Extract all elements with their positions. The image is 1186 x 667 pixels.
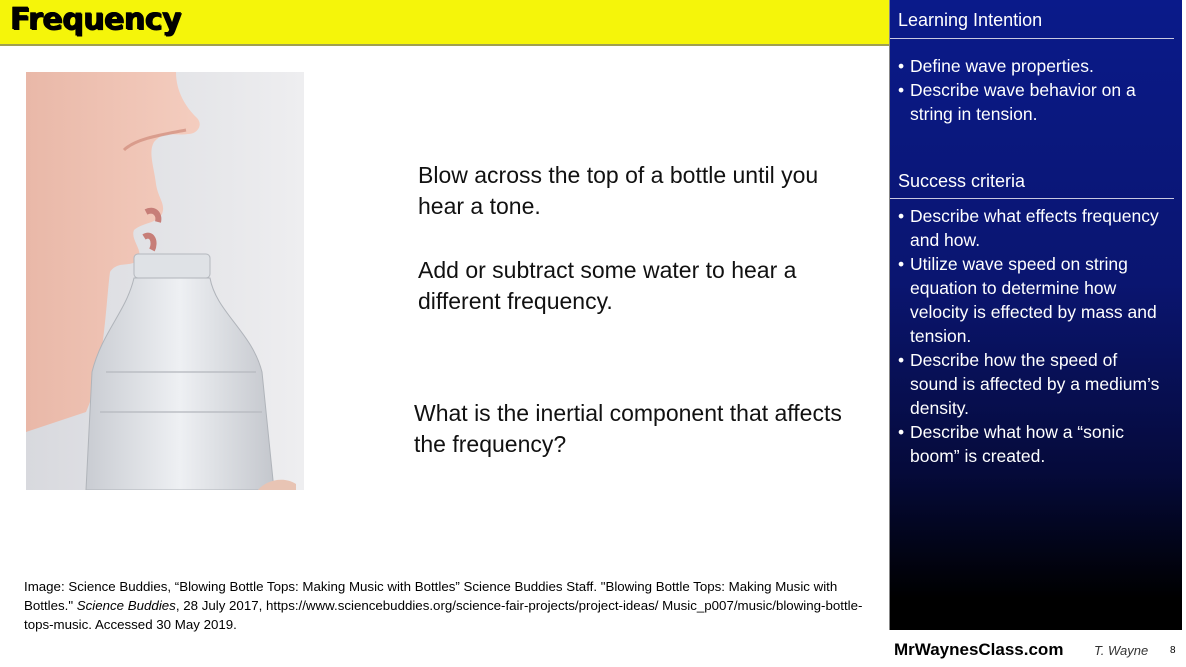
instruction-paragraph-2: Add or subtract some water to hear a different frequency. (418, 257, 797, 314)
learning-item: • Describe wave behavior on a string in tension. (898, 78, 1168, 126)
success-criteria-list (898, 204, 1168, 468)
author-footer: T. Wayne (1094, 643, 1149, 658)
credit-source-italic: Science Buddies (76, 598, 176, 613)
success-item: • Utilize wave speed on string equation to determine how velocity is effected by mass and tension. (898, 252, 1168, 348)
photo-illustration (26, 72, 304, 490)
title-bar (0, 0, 890, 46)
bottle-blowing-photo (26, 72, 304, 490)
question-paragraph: What is the inertial component that affects the frequency? (414, 400, 842, 457)
objectives-panel (890, 0, 1182, 630)
success-item: • Describe how the speed of sound is affected by a medium’s density. (898, 348, 1168, 420)
website-footer: MrWaynesClass.com (894, 640, 1064, 659)
credit-text-2: , 28 July 2017, https://www.sciencebuddies.org/science-fair-projects/project-ideas/ Music_p007/music/blowing-bottle-tops-music. Accessed 30 May 2019. (24, 598, 863, 632)
learning-intention-heading: Learning Intention (898, 10, 1043, 30)
success-item: • Describe what effects frequency and how. (898, 204, 1168, 252)
learning-item: • Define wave properties. (898, 54, 1168, 78)
image-credit (24, 577, 864, 634)
divider (890, 38, 1174, 39)
instruction-paragraph-1: Blow across the top of a bottle until you hear a tone. (418, 162, 819, 219)
credit-text-1: Image: Science Buddies, “Blowing Bottle Tops: Making Music with Bottles” Science Buddies Staff. "Blowing Bottle Tops: Making Music with Bottles." (24, 579, 838, 613)
learning-intention-list (898, 54, 1168, 126)
slide-title: Frequency (10, 2, 182, 37)
page-number: 8 (1170, 645, 1176, 656)
success-item: • Describe what how a “sonic boom” is created. (898, 420, 1168, 468)
success-criteria-heading: Success criteria (898, 171, 1026, 191)
divider (890, 198, 1174, 199)
